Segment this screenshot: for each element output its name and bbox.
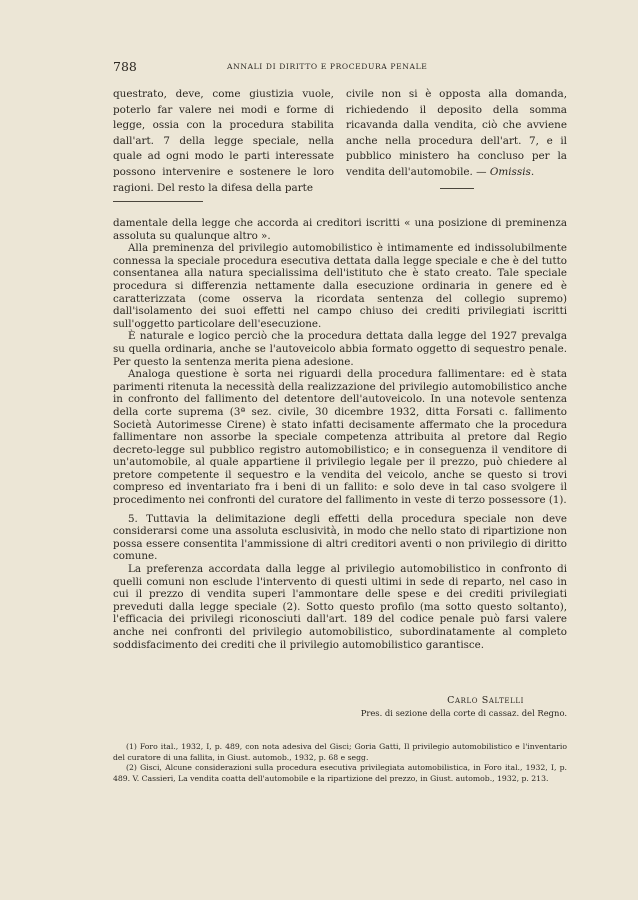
main-text [113,217,567,651]
signature-block [113,694,567,720]
omissis: Omissis. [489,165,535,178]
paragraph: È naturale e logico perciò che la procedura dettata dalla legge del 1927 prevalga su quella ordinaria, anche se l'autoveicolo abbia formato oggetto di sequestro penale. Per questo la sentenza merita piena adesione. [113,330,567,368]
left-column-text: questrato, deve, come giustizia vuole, poterlo far valere nei modi e forme di legge, ossia con la procedura stabilita dall'art. 7 della legge speciale, nella quale ad ogni modo le parti interessate possono intervenire e sostenere le loro ragioni. Del resto la difesa della parte [113,88,334,194]
paragraph: Alla preminenza del privilegio automobilistico è intimamente ed indissolubilmente connessa la speciale procedura esecutiva dettata dalla legge speciale e che è del tutto consentanea alla natura specialissima dell'istituto che è stato creato. Tale speciale procedura si differenzia nettamente dalla esecuzione ordinaria in genere ed è caratterizzata (come osserva la ricordata sentenza del collegio supremo) dall'isolamento dei suoi effetti nel campo chiuso dei crediti privilegiati iscritti sull'oggetto particolare dell'esecuzione. [113,242,567,330]
continuation-rule [113,201,203,202]
running-title: ANNALI DI DIRITTO E PROCEDURA PENALE [227,62,428,71]
right-column-text: civile non si è opposta alla domanda, richiedendo il deposito della somma ricavanda dalla vendita, ciò che avviene anche nella procedura dell'art. 7, e il pubblico ministero ha concluso per la vendita dell'automobile. — [346,88,567,178]
page-number: 788 [113,59,137,74]
footnote: (2) Gisci, Alcune considerazioni sulla procedura esecutiva privilegiata automobilistica, in Foro ital., 1932, I, p. 489. V. Cassieri, La vendita coatta dell'automobile e la ripartizione del prezzo, in Giust. automob., 1932, p. 213. [113,763,567,783]
footnote: (1) Foro ital., 1932, I, p. 489, con nota adesiva del Gisci; Goria Gatti, Il privilegio automobilistico e l'inventario del curatore di una fallita, in Giust. automob., 1932, p. 68 e segg. [113,742,567,762]
paragraph: damentale della legge che accorda ai creditori iscritti « una posizione di preminenza assoluta su qualunque altro ». [113,217,567,242]
paragraph: Analoga questione è sorta nei riguardi della procedura fallimentare: ed è stata parimenti ritenuta la necessità della realizzazione del privilegio automobilistico anche in confronto del fallimento del detentore dell'autoveicolo. In una notevole sentenza della corte suprema (3ª sez. civile, 30 dicembre 1932, ditta Forsati c. fallimento Società Autorimesse Cirene) è stato infatti decisamente affermato che la procedura fallimentare non assorbe la speciale competenza attribuita al pretore dal Regio decreto-legge sul pubblico registro automobilistico; e in conseguenza il venditore di un'automobile, al quale appartiene il privilegio legale per il prezzo, può chiedere al pretore competente il sequestro e la vendita del veicolo, anche se questo si trovi compreso ed inventariato fra i beni di un fallito: e solo deve in tal caso svolgere il procedimento nei confronti del curatore del fallimento in veste di terzo possessore (1). [113,368,567,507]
end-rule [440,188,474,189]
footnotes [113,742,567,784]
section-5-paragraph: 5. Tuttavia la delimitazione degli effetti della procedura speciale non deve considerarsi come una assoluta esclusività, in modo che nello stato di ripartizione non possa essere consentita l'ammissione di altri creditori aventi o non privilegio di diritto comune. [113,512,567,563]
right-column-paragraph [346,87,567,181]
page-header [113,59,533,75]
author-role: Pres. di sezione della corte di cassaz. del Regno. [360,708,567,718]
left-column [113,87,334,196]
author-name: Carlo Saltelli [447,695,524,706]
paragraph: La preferenza accordata dalla legge al privilegio automobilistico in confronto di quelli comuni non esclude l'intervento di questi ultimi in sede di reparto, nel caso in cui il prezzo di vendita superi l'ammontare delle spese e dei crediti privilegiati preveduti dalla legge speciale (2). Sotto questo profilo (ma sotto questo soltanto), l'efficacia dei privilegi riconosciuti dall'art. 189 del codice penale può farsi valere anche nei confronti del privilegio automobilistico, subordinatamente al completo soddisfacimento dei crediti che il privilegio automobilistico garantisce. [113,563,567,651]
right-column [346,87,567,181]
